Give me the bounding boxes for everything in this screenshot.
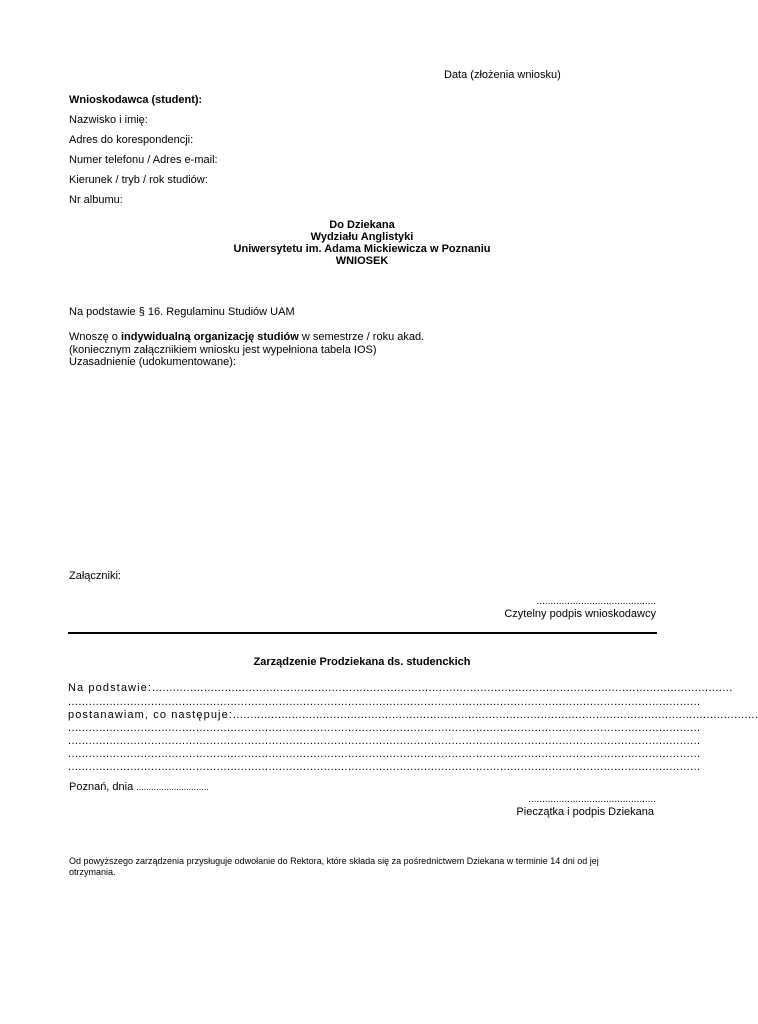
decision-dotted-line: ....................................................................................................................................................................................... (68, 748, 701, 760)
field-contact: Numer telefonu / Adres e-mail: (69, 154, 218, 166)
request-bold: indywidualną organizację studiów (120, 331, 299, 343)
field-album: Nr albumu: (69, 194, 123, 206)
date-label: Data (złożenia wniosku) (444, 69, 561, 81)
footer-line-1: Od powyższego zarządzenia przysługuje odwołanie do Rektora, które składa się za pośrednictwem Dziekana w terminie 14 dni od jej (69, 856, 599, 866)
section-divider (68, 632, 657, 634)
decision-basis-label: Na podstawie: (68, 682, 153, 694)
field-program: Kierunek / tryb / rok studiów: (69, 174, 208, 186)
applicant-heading: Wnioskodawca (student): (69, 94, 203, 106)
document-title: WNIOSEK (335, 255, 389, 267)
decision-decide-line: postanawiam, co następuje:........................................................................................................................................................ (68, 709, 758, 721)
field-name: Nazwisko i imię: (69, 114, 148, 126)
attachments-label: Załączniki: (69, 570, 121, 582)
decision-basis-line: Na podstawie:........................................................................................................................................................................ (68, 682, 733, 694)
addressee-line-2: Wydziału Anglistyki (310, 231, 414, 243)
legal-basis: Na podstawie § 16. Regulaminu Studiów UAM (69, 306, 295, 318)
signature-dots: ........................................... (536, 596, 656, 607)
place-date-line (69, 781, 209, 793)
request-note: (koniecznym załącznikiem wniosku jest wypełniona tabela IOS) (69, 344, 377, 356)
request-post: w semestrze / roku akad. (298, 331, 425, 343)
footer-line-2: otrzymania. (69, 867, 116, 877)
request-text (69, 331, 424, 344)
decision-dotted-line: ....................................................................................................................................................................................... (68, 696, 701, 708)
field-address: Adres do korespondencji: (69, 134, 194, 146)
addressee-line-1: Do Dziekana (329, 219, 395, 231)
decision-decide-label: postanawiam, co następuje: (68, 709, 233, 721)
place-date-label: Poznań, dnia (69, 781, 134, 793)
addressee-line-3: Uniwersytetu im. Adama Mickiewicza w Poznaniu (233, 243, 491, 255)
request-pre: Wnoszę o (69, 331, 121, 343)
decision-dotted-line: ....................................................................................................................................................................................... (68, 722, 701, 734)
decision-dotted-line: ....................................................................................................................................................................................... (68, 735, 701, 747)
signature-label: Czytelny podpis wnioskodawcy (504, 608, 656, 620)
decision-dotted-line: ....................................................................................................................................................................................... (68, 761, 701, 773)
seal-dots: .............................................. (528, 794, 656, 805)
decision-title: Zarządzenie Prodziekana ds. studenckich (253, 656, 471, 668)
seal-label: Pieczątka i podpis Dziekana (516, 806, 654, 818)
justification-label: Uzasadnienie (udokumentowane): (69, 356, 236, 368)
place-date-dots: ............................. (136, 782, 209, 792)
